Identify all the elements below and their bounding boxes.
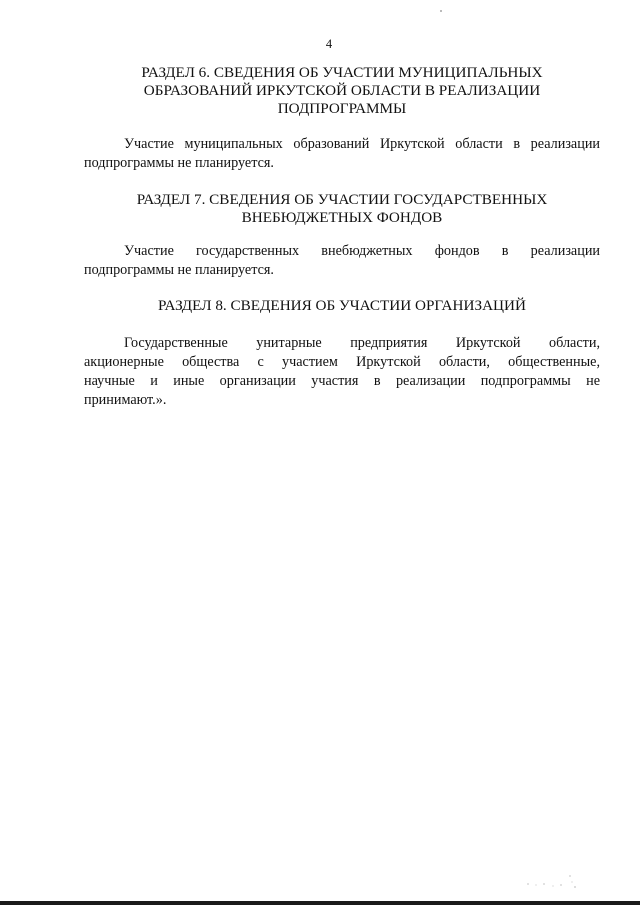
paragraph-line: принимают.». <box>84 392 167 408</box>
paragraph-line: Участие муниципальных образований Иркутской области в реализации <box>124 136 600 152</box>
paragraph-line: Участие государственных внебюджетных фондов в реализации <box>124 243 600 259</box>
section-6-paragraph <box>84 135 600 173</box>
heading-line: ПОДПРОГРАММЫ <box>277 100 407 117</box>
scan-artifact-marks <box>520 872 590 892</box>
document-body <box>84 64 600 410</box>
section-6-heading <box>84 64 600 118</box>
paragraph-line: Государственные унитарные предприятия Иркутской области, <box>124 335 600 351</box>
heading-line: РАЗДЕЛ 8. СВЕДЕНИЯ ОБ УЧАСТИИ ОРГАНИЗАЦИЙ <box>158 297 526 314</box>
heading-line: РАЗДЕЛ 6. СВЕДЕНИЯ ОБ УЧАСТИИ МУНИЦИПАЛЬНЫХ <box>141 64 543 81</box>
paragraph-line: научные и иные организации участия в реализации подпрограммы не <box>84 373 600 389</box>
heading-line: ВНЕБЮДЖЕТНЫХ ФОНДОВ <box>241 209 443 226</box>
section-7-paragraph <box>84 242 600 280</box>
heading-line: ОБРАЗОВАНИЙ ИРКУТСКОЙ ОБЛАСТИ В РЕАЛИЗАЦИИ <box>143 82 541 99</box>
scan-speck <box>440 10 442 12</box>
section-8-heading <box>84 297 600 315</box>
section-7-heading <box>84 191 600 227</box>
paragraph-line: подпрограммы не планируется. <box>84 262 274 278</box>
page-number: 4 <box>325 37 333 51</box>
section-8-paragraph <box>84 334 600 410</box>
scan-bottom-edge <box>0 901 640 905</box>
paragraph-line: акционерные общества с участием Иркутской области, общественные, <box>84 354 600 370</box>
heading-line: РАЗДЕЛ 7. СВЕДЕНИЯ ОБ УЧАСТИИ ГОСУДАРСТВЕННЫХ <box>136 191 548 208</box>
paragraph-line: подпрограммы не планируется. <box>84 155 274 171</box>
